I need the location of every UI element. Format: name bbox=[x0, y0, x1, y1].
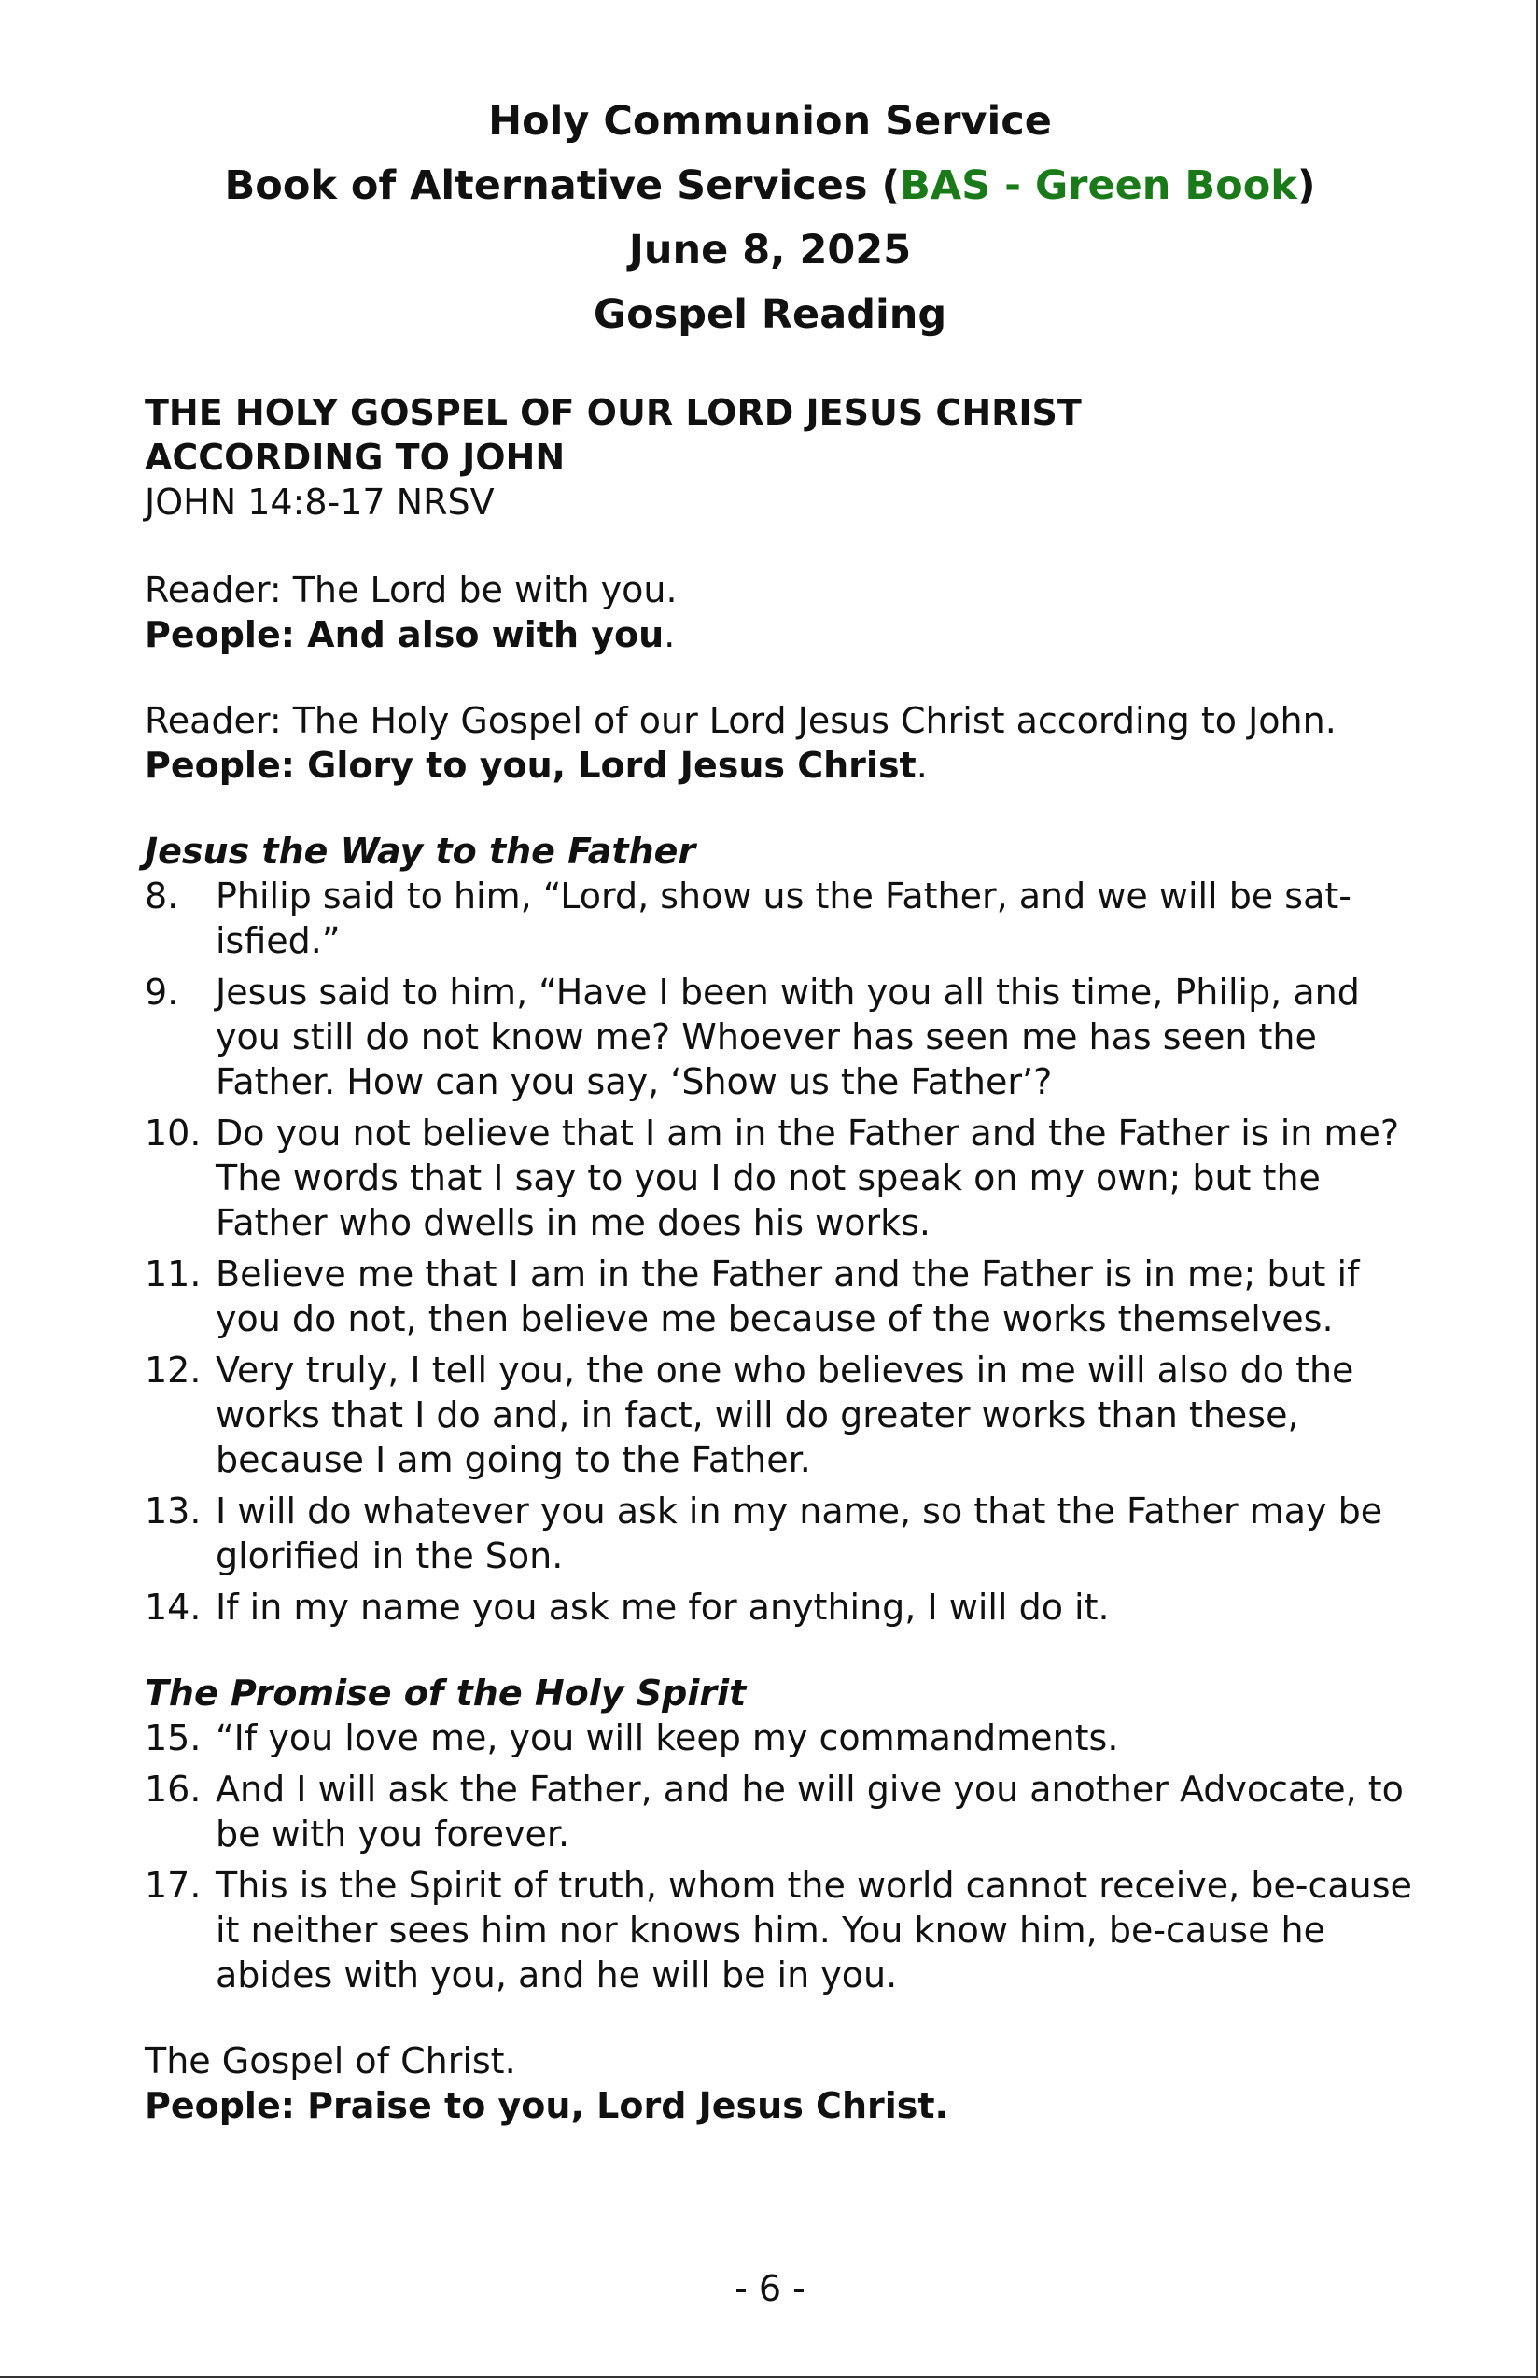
verse-item bbox=[145, 874, 1423, 963]
verse-number: 13. bbox=[145, 1491, 202, 1532]
gospel-title-line2: ACCORDING TO JOHN bbox=[145, 437, 566, 478]
people-line bbox=[145, 743, 1423, 788]
gospel-title-line1: THE HOLY GOSPEL OF OUR LORD JESUS CHRIST bbox=[145, 392, 1082, 433]
section-promise-holy-spirit bbox=[145, 1671, 1423, 1997]
verse-item bbox=[145, 1348, 1423, 1482]
section-way-to-father bbox=[145, 829, 1423, 1630]
service-date: June 8, 2025 bbox=[628, 227, 912, 273]
people-response-end: . bbox=[916, 745, 928, 786]
verse-item bbox=[145, 1489, 1423, 1578]
reading-title: Gospel Reading bbox=[593, 291, 947, 338]
verse-item bbox=[145, 1585, 1423, 1630]
reader-line: Reader: The Holy Gospel of our Lord Jesus Christ according to John. bbox=[145, 700, 1337, 741]
book-title-prefix: Book of Alternative Services ( bbox=[224, 162, 901, 209]
verse-text: I will do whatever you ask in my name, so that the Father may be glorified in the Son. bbox=[216, 1491, 1383, 1576]
service-title: Holy Communion Service bbox=[488, 98, 1052, 145]
verse-item bbox=[145, 1863, 1423, 1997]
closing-people-line: People: Praise to you, Lord Jesus Christ. bbox=[145, 2085, 948, 2126]
verse-list bbox=[145, 1715, 1423, 1997]
verse-item bbox=[145, 970, 1423, 1104]
verse-item bbox=[145, 1715, 1423, 1760]
verse-text: Jesus said to him, “Have I been with you all this time, Philip, and you still do not know me? Whoever has seen me has seen the Father. How can you say, ‘Show us the Father’? bbox=[216, 972, 1360, 1102]
verse-text: “If you love me, you will keep my commandments. bbox=[216, 1717, 1119, 1758]
people-response-end: . bbox=[664, 614, 676, 655]
page-header bbox=[0, 90, 1540, 347]
verse-text: Do you not believe that I am in the Father and the Father is in me? The words that I say to you I do not speak on my own; but the Father who dwells in me does his works. bbox=[216, 1113, 1399, 1243]
verse-number: 8. bbox=[145, 875, 179, 917]
verse-number: 9. bbox=[145, 972, 179, 1013]
verse-item bbox=[145, 1111, 1423, 1245]
scripture-reference: JOHN 14:8-17 NRSV bbox=[145, 482, 495, 523]
section-heading: Jesus the Way to the Father bbox=[145, 831, 696, 872]
verse-item bbox=[145, 1252, 1423, 1341]
verse-number: 16. bbox=[145, 1769, 202, 1810]
verse-number: 17. bbox=[145, 1865, 202, 1906]
verse-text: This is the Spirit of truth, whom the world cannot receive, be-cause it neither sees him nor knows him. You know him, be-cause he abides with you, and he will be in you. bbox=[216, 1865, 1412, 1995]
verse-text: Very truly, I tell you, the one who believes in me will also do the works that I do and, in fact, will do greater works than these, because I am going to the Father. bbox=[216, 1350, 1354, 1480]
verse-list bbox=[145, 874, 1423, 1630]
reader-line: Reader: The Lord be with you. bbox=[145, 569, 678, 610]
book-title-suffix: ) bbox=[1296, 162, 1316, 209]
closing-block bbox=[145, 2038, 1423, 2128]
response-block-1 bbox=[145, 567, 1423, 657]
closing-reader-line: The Gospel of Christ. bbox=[145, 2040, 516, 2081]
verse-text: And I will ask the Father, and he will give you another Advocate, to be with you forever. bbox=[216, 1769, 1404, 1855]
verse-number: 15. bbox=[145, 1717, 202, 1758]
section-heading: The Promise of the Holy Spirit bbox=[145, 1673, 747, 1714]
reading-content bbox=[145, 390, 1423, 2128]
verse-text: If in my name you ask me for anything, I will do it. bbox=[216, 1587, 1110, 1628]
response-block-2 bbox=[145, 698, 1423, 788]
book-title-green: BAS - Green Book bbox=[900, 162, 1297, 209]
people-response: People: And also with you bbox=[145, 614, 665, 655]
people-response: People: Glory to you, Lord Jesus Christ bbox=[145, 745, 917, 786]
verse-text: Believe me that I am in the Father and the Father is in me; but if you do not, then believe me because of the works themselves. bbox=[216, 1253, 1360, 1339]
verse-number: 12. bbox=[145, 1350, 202, 1391]
book-title bbox=[0, 154, 1540, 218]
verse-number: 11. bbox=[145, 1253, 202, 1295]
people-line bbox=[145, 612, 1423, 657]
verse-text: Philip said to him, “Lord, show us the Father, and we will be sat-isfied.” bbox=[216, 875, 1351, 961]
page-number: - 6 - bbox=[735, 2268, 805, 2309]
verse-number: 10. bbox=[145, 1113, 202, 1154]
verse-item bbox=[145, 1767, 1423, 1856]
verse-number: 14. bbox=[145, 1587, 202, 1628]
